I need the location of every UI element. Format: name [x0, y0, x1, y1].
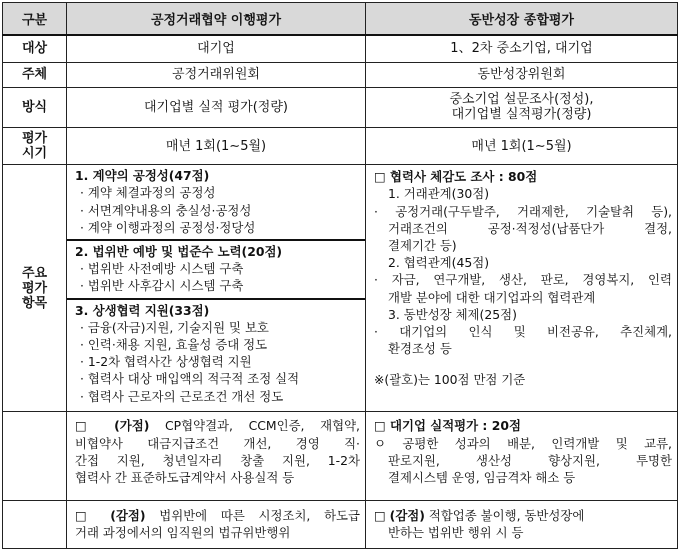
agent-shared-growth: 동반성장위원회 [366, 62, 678, 87]
penalty-line: □ (감점) 적합업종 불이행, 동반성장에 [374, 508, 585, 524]
survey-title: □ 협력사 체감도 조사 : 80점 [374, 169, 538, 185]
list-item: · 대기업의 인식 및 비전공유, 추진체계, [374, 324, 672, 340]
method-shared-growth-line1: 중소기업 설문조사(정성), [449, 92, 594, 108]
section-title: 1. 계약의 공정성(47점) [75, 168, 210, 184]
section-title: 2. 법위반 예방 및 법준수 노력(20점) [75, 244, 283, 259]
bonus-line: □ (가점) CP협약결과, CCM인증, 재협약, [75, 418, 360, 434]
list-item: · 계약 이행과정의 공정성·정당성 [80, 219, 256, 235]
target-shared-growth: 1、2차 중소기업, 대기업 [366, 35, 678, 62]
comparison-table [2, 2, 678, 549]
list-item: 결제기간 등) [388, 238, 457, 253]
header-category: 구분 [3, 3, 67, 36]
period-shared-growth: 매년 1회(1∼5월) [366, 128, 678, 165]
target-fair-trade: 대기업 [67, 35, 366, 62]
list-item: 2. 협력관계(45점) [388, 255, 490, 271]
period-fair-trade: 매년 1회(1∼5월) [67, 128, 366, 165]
row-bonus [3, 412, 678, 500]
row-penalty [3, 500, 678, 548]
list-item: 거래조건의 공정·적정성(납품단가 결정, [388, 220, 672, 236]
bonus-line: 판로지원, 생산성 향상지원, 투명한 [388, 452, 672, 468]
penalty-line: 반하는 법위반 행위 시 등 [388, 525, 524, 541]
penalty-shared-growth [366, 500, 678, 548]
bonus-line: 결제시스템 운영, 임금격차 해소 등 [388, 469, 576, 485]
label-target: 대상 [3, 35, 67, 62]
list-item: · 자금, 연구개발, 생산, 판로, 경영복지, 인력 [374, 272, 672, 288]
penalty-line: □ (감점) 법위반에 따른 시정조치, 하도급 [75, 508, 360, 524]
penalty-tag: (감점) [389, 508, 425, 524]
bonus-line: 비협약사 대금지급조건 개선, 경영 직· [75, 435, 360, 451]
list-item: 개발 분야에 대한 대기업과의 협력관계 [388, 289, 596, 305]
method-shared-growth [366, 87, 678, 127]
bonus-fair-trade [67, 412, 366, 500]
bonus-line: 협력사 간 표준하도급계약서 사용실적 등 [75, 469, 295, 485]
agent-fair-trade: 공정거래위원회 [67, 62, 366, 87]
list-item: · 1-2차 협력사간 상생협력 지원 [80, 354, 252, 370]
penalty-line: 거래 과정에서의 임직원의 법규위반행위 [75, 525, 291, 541]
large-firm-eval-title: □ 대기업 실적평가 : 20점 [374, 418, 521, 434]
list-item: 환경조성 등 [388, 341, 452, 357]
section-cooperation-support [67, 300, 365, 408]
main-items-shared-growth [366, 165, 678, 412]
list-item: · 계약 체결과정의 공정성 [80, 185, 216, 201]
score-note: ※(괄호)는 100점 만점 기준 [374, 372, 526, 388]
list-item: · 인력·채용 지원, 효율성 증대 정도 [80, 337, 268, 353]
header-fair-trade: 공정거래협약 이행평가 [67, 3, 366, 36]
list-item: · 서면계약내용의 충실성·공정성 [80, 202, 252, 218]
row-period [3, 128, 678, 165]
header-row [3, 3, 678, 36]
row-main-items [3, 165, 678, 412]
list-item: · 공정거래(구두발주, 거래제한, 기술탈취 등), [374, 203, 672, 219]
list-item: 1. 거래관계(30점) [388, 186, 490, 202]
bonus-line: ㅇ 공평한 성과의 배분, 인력개발 및 교류, [374, 435, 672, 451]
penalty-fair-trade [67, 500, 366, 548]
label-agent: 주체 [3, 62, 67, 87]
list-item: · 법위반 사전예방 시스템 구축 [80, 261, 244, 277]
section-violation-prevention [67, 241, 365, 300]
bonus-line: 간접 지원, 청년일자리 창출 지원, 1-2차 [75, 452, 360, 468]
row-method [3, 87, 678, 127]
section-title: 3. 상생협력 지원(33점) [75, 302, 210, 318]
label-penalty-empty [3, 500, 67, 548]
main-items-fair-trade [67, 165, 366, 412]
penalty-tag: (감점) [110, 508, 146, 524]
bonus-shared-growth [366, 412, 678, 500]
label-bonus-empty [3, 412, 67, 500]
list-item: 3. 동반성장 체제(25점) [388, 306, 517, 322]
section-contract-fairness [67, 165, 365, 241]
header-shared-growth: 동반성장 종합평가 [366, 3, 678, 36]
list-item: · 협력사 근로자의 근로조건 개선 정도 [80, 388, 284, 404]
row-agent [3, 62, 678, 87]
method-shared-growth-line2: 대기업별 실적평가(정량) [451, 107, 592, 123]
list-item: · 법위반 사후감시 시스템 구축 [80, 278, 244, 294]
label-main-items: 주요 평가 항목 [3, 165, 67, 412]
row-target [3, 35, 678, 62]
list-item: · 금융(자금)지원, 기술지원 및 보호 [80, 319, 269, 335]
label-method: 방식 [3, 87, 67, 127]
label-period: 평가 시기 [3, 128, 67, 165]
list-item: · 협력사 대상 매입액의 적극적 조정 실적 [80, 371, 300, 387]
bonus-tag: (가점) [114, 418, 150, 434]
method-fair-trade: 대기업별 실적 평가(정량) [67, 87, 366, 127]
